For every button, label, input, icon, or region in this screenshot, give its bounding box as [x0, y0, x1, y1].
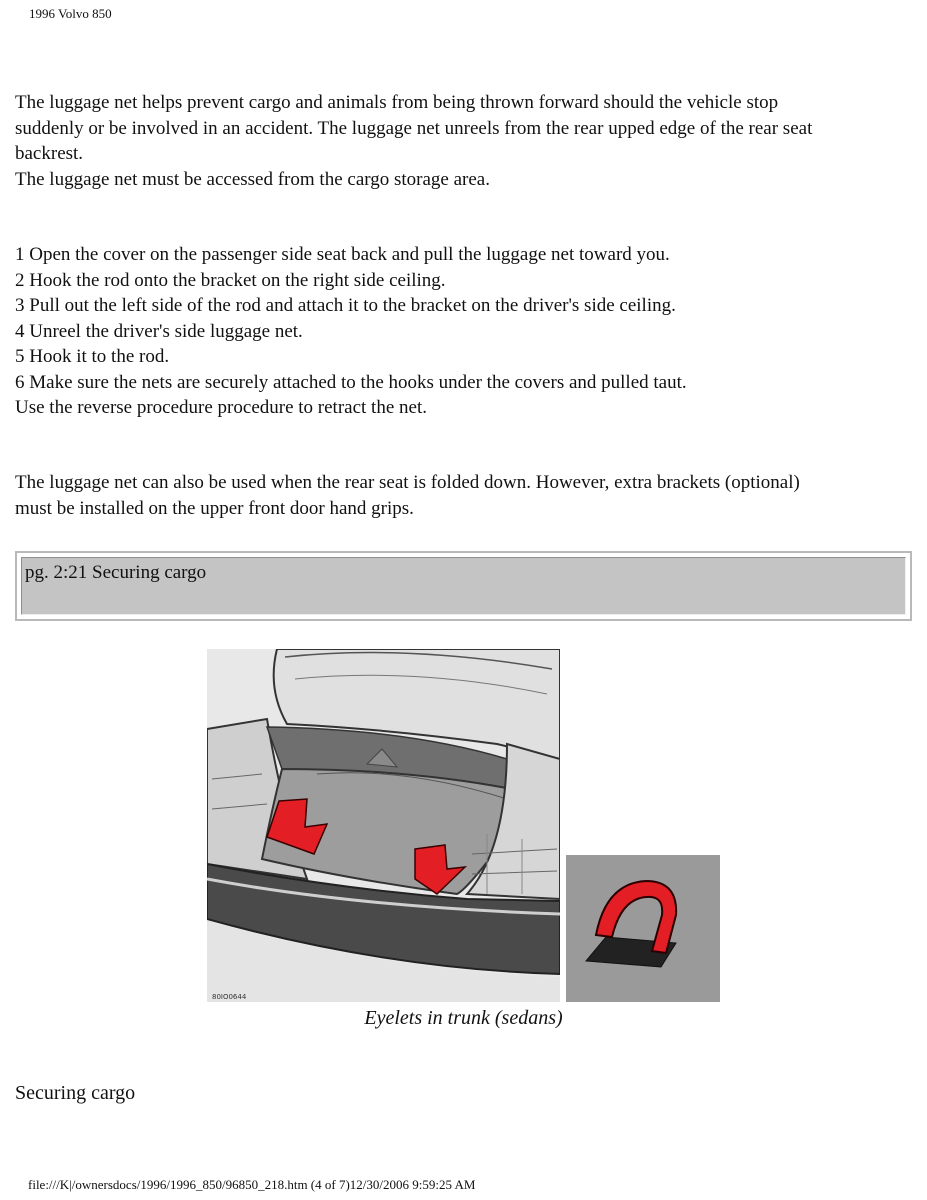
intro-line: backrest.: [15, 143, 84, 164]
section-header-label: pg. 2:21 Securing cargo: [25, 562, 207, 583]
document-title: 1996 Volvo 850: [29, 6, 112, 21]
step-5: 5 Hook it to the rod.: [15, 346, 170, 367]
footer-file-path: file:///K|/ownersdocs/1996/1996_850/96850_218.htm (4 of 7)12/30/2006 9:59:25 AM: [28, 1177, 476, 1192]
step-1: 1 Open the cover on the passenger side seat back and pull the luggage net toward you.: [15, 244, 670, 265]
step-2: 2 Hook the rod onto the bracket on the right side ceiling.: [15, 269, 446, 291]
section-subheading: Securing cargo: [15, 1082, 136, 1104]
image-code-label: 80IO0644: [212, 993, 247, 1001]
intro-line: suddenly or be involved in an accident. The luggage net unreels from the rear upped edge of the rear seat: [15, 117, 813, 139]
steps-list: [15, 242, 915, 421]
note-line: The luggage net can also be used when the rear seat is folded down. However, extra brackets (optional): [15, 472, 800, 493]
eyelet-detail-illustration: [566, 855, 720, 1002]
step-3: 3 Pull out the left side of the rod and attach it to the bracket on the driver's side ceiling.: [15, 295, 676, 316]
section-header-panel: [21, 557, 906, 615]
intro-paragraph: [15, 90, 915, 192]
retract-instruction: Use the reverse procedure procedure to retract the net.: [15, 397, 427, 418]
section-header-box: [15, 551, 912, 621]
step-4: 4 Unreel the driver's side luggage net.: [15, 320, 303, 342]
step-6: 6 Make sure the nets are securely attached to the hooks under the covers and pulled taut.: [15, 371, 687, 393]
intro-line: The luggage net must be accessed from the cargo storage area.: [15, 168, 490, 190]
note-paragraph: [15, 470, 915, 521]
trunk-eyelets-illustration: [207, 649, 560, 1002]
note-line: must be installed on the upper front door hand grips.: [15, 497, 414, 519]
figure-caption: Eyelets in trunk (sedans): [364, 1007, 563, 1029]
intro-line: The luggage net helps prevent cargo and animals from being thrown forward should the vehicle stop: [15, 92, 779, 113]
